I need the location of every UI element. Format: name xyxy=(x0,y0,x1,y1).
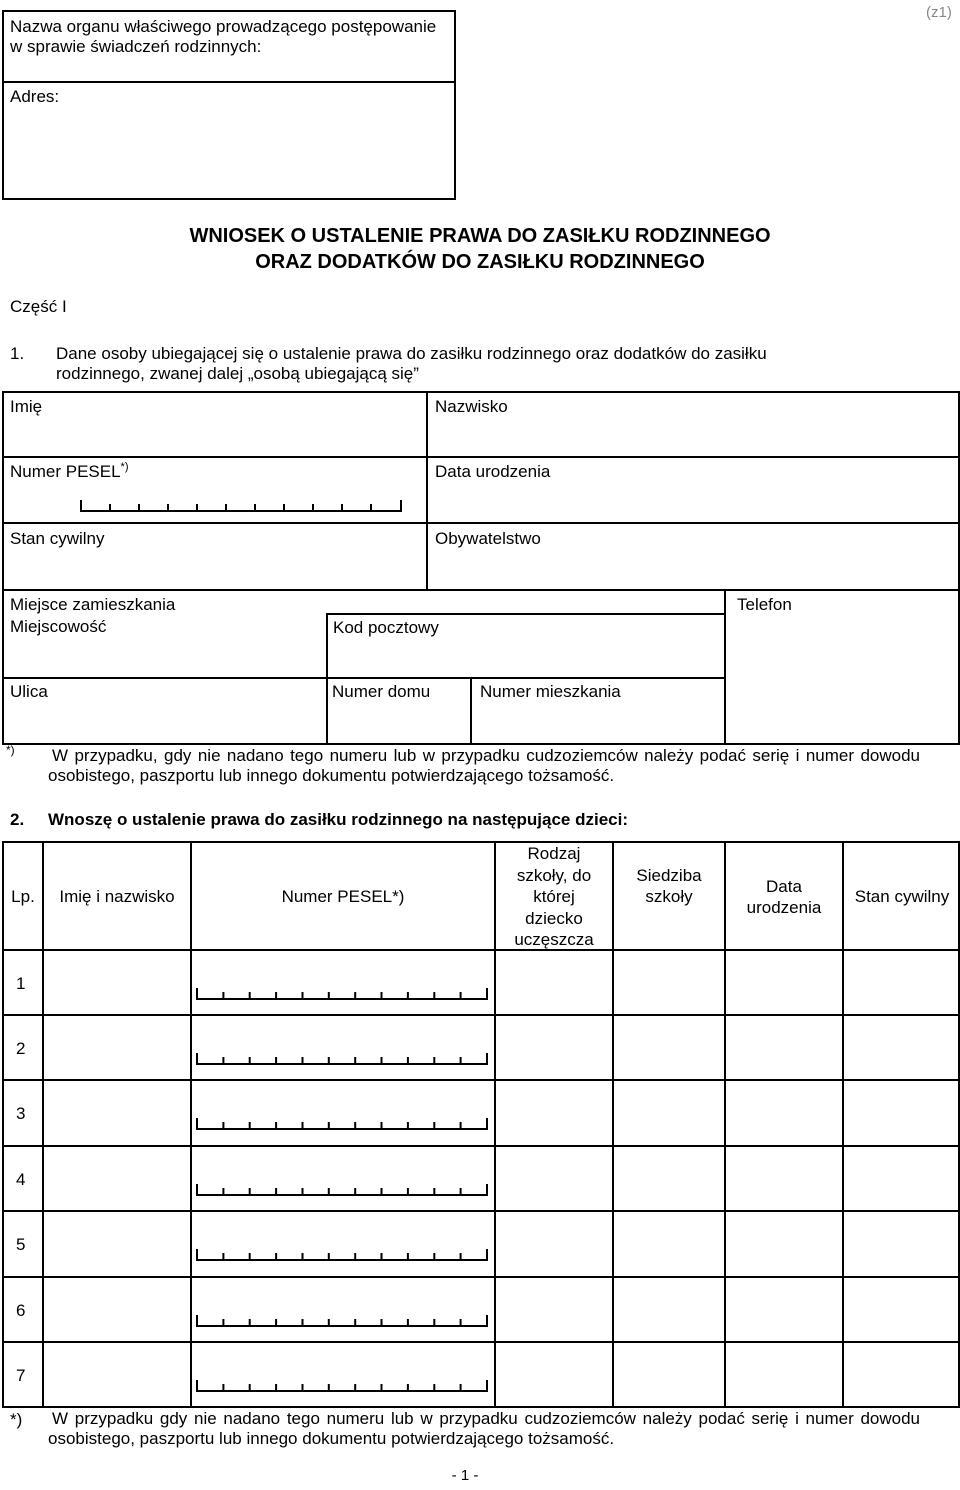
first-name-label: Imię xyxy=(10,397,43,416)
child-pesel-boxes xyxy=(196,1118,488,1130)
child-name-field[interactable] xyxy=(44,1343,190,1406)
section2-heading: Wnoszę o ustalenie prawa do zasiłku rodzinnego na następujące dzieci: xyxy=(48,810,629,829)
pesel-comb-icon xyxy=(80,500,402,512)
address-row-line xyxy=(2,677,726,679)
last-name-label: Nazwisko xyxy=(435,397,508,416)
applicant-pesel-boxes[interactable] xyxy=(80,500,402,512)
col-header-name: Imię i nazwisko xyxy=(59,887,175,906)
child-marital-status-field[interactable] xyxy=(844,951,958,1014)
pesel-comb-icon xyxy=(196,1053,488,1065)
child-school-type-field[interactable] xyxy=(496,1016,612,1079)
postal-code-field[interactable] xyxy=(330,641,722,675)
child-name-field[interactable] xyxy=(44,951,190,1014)
child-pesel-field[interactable] xyxy=(192,1147,494,1210)
organ-label-line1: Nazwa organu właściwego prowadzącego postępowanie xyxy=(10,17,437,36)
child-school-type-field[interactable] xyxy=(496,1081,612,1144)
citizenship-label: Obywatelstwo xyxy=(435,529,541,548)
col-header-birth-date: Data urodzenia xyxy=(746,877,822,917)
section1-heading-line2: rodzinnego, zwanej dalej „osobą ubiegającą się” xyxy=(56,364,419,383)
pesel-comb-icon xyxy=(196,1249,488,1261)
house-number-label: Numer domu xyxy=(332,682,431,701)
apartment-number-label: Numer mieszkania xyxy=(480,682,621,701)
child-school-seat-field[interactable] xyxy=(614,951,724,1014)
house-divider xyxy=(470,677,472,745)
part-label: Część I xyxy=(10,297,67,316)
child-name-field[interactable] xyxy=(44,1081,190,1144)
col-header-school-type: Rodzaj szkoły, do której dziecko uczęszcza xyxy=(514,844,594,949)
applicant-row2-line xyxy=(2,522,960,524)
applicant-row1-line xyxy=(2,456,960,458)
child-school-seat-field[interactable] xyxy=(614,1343,724,1406)
section2-footnote-text: W przypadku gdy nie nadano tego numeru lub w przypadku cudzoziemców należy podać serię i numer dowodu osobistego, paszportu lub innego dokumentu potwierdzającego tożsamość. xyxy=(48,1409,920,1448)
child-pesel-boxes xyxy=(196,1184,488,1196)
organ-divider xyxy=(2,81,456,83)
child-birth-date-field[interactable] xyxy=(726,1278,842,1341)
first-name-field[interactable] xyxy=(4,420,424,454)
pesel-comb-icon xyxy=(196,1184,488,1196)
child-school-type-field[interactable] xyxy=(496,1147,612,1210)
locality-line xyxy=(326,613,726,615)
pesel-label xyxy=(10,461,129,482)
row-number-7: 7 xyxy=(16,1366,26,1385)
birth-date-field[interactable] xyxy=(430,485,958,519)
child-pesel-field[interactable] xyxy=(192,1212,494,1275)
child-birth-date-field[interactable] xyxy=(726,1343,842,1406)
child-school-seat-field[interactable] xyxy=(614,1278,724,1341)
house-number-field[interactable] xyxy=(330,705,468,743)
col-header-marital-status: Stan cywilny xyxy=(854,887,950,906)
child-birth-date-field[interactable] xyxy=(726,1147,842,1210)
section1-number: 1. xyxy=(10,344,25,363)
col-header-lp: Lp. xyxy=(11,887,35,906)
row-number-2: 2 xyxy=(16,1039,26,1058)
pesel-comb-icon xyxy=(196,1380,488,1392)
street-field[interactable] xyxy=(4,705,324,743)
applicant-row3-line xyxy=(2,589,960,591)
child-pesel-boxes xyxy=(196,1380,488,1392)
row-number-3: 3 xyxy=(16,1104,26,1123)
form-title-line1: WNIOSEK O USTALENIE PRAWA DO ZASIŁKU RODZINNEGO xyxy=(189,225,771,247)
section2-number: 2. xyxy=(10,810,25,829)
postal-code-label: Kod pocztowy xyxy=(333,618,439,637)
street-label: Ulica xyxy=(10,682,48,701)
phone-field[interactable] xyxy=(728,618,958,743)
child-birth-date-field[interactable] xyxy=(726,1016,842,1079)
marital-status-label: Stan cywilny xyxy=(10,529,105,548)
child-school-seat-field[interactable] xyxy=(614,1016,724,1079)
pesel-footnote-mark: *) xyxy=(120,461,129,473)
child-birth-date-field[interactable] xyxy=(726,951,842,1014)
postal-divider xyxy=(326,613,328,745)
child-pesel-field[interactable] xyxy=(192,1081,494,1144)
child-name-field[interactable] xyxy=(44,1212,190,1275)
row-number-5: 5 xyxy=(16,1235,26,1254)
address-label: Adres: xyxy=(10,87,60,106)
child-marital-status-field[interactable] xyxy=(844,1343,958,1406)
section2-footnote-mark: *) xyxy=(10,1410,23,1429)
child-birth-date-field[interactable] xyxy=(726,1081,842,1144)
section1-footnote-text: W przypadku, gdy nie nadano tego numeru lub w przypadku cudzoziemców należy podać serię i numer dowodu osobistego, paszportu lub innego dokumentu potwierdzającego tożsamość. xyxy=(48,746,920,785)
child-marital-status-field[interactable] xyxy=(844,1016,958,1079)
child-birth-date-field[interactable] xyxy=(726,1212,842,1275)
child-pesel-boxes xyxy=(196,988,488,1000)
child-pesel-boxes xyxy=(196,1053,488,1065)
apartment-number-field[interactable] xyxy=(474,705,722,743)
locality-label: Miejscowość xyxy=(10,617,107,636)
child-name-field[interactable] xyxy=(44,1016,190,1079)
child-pesel-field[interactable] xyxy=(192,1016,494,1079)
child-school-seat-field[interactable] xyxy=(614,1212,724,1275)
child-marital-status-field[interactable] xyxy=(844,1212,958,1275)
page-number: - 1 - xyxy=(451,1467,479,1484)
pesel-comb-icon xyxy=(196,1315,488,1327)
child-school-type-field[interactable] xyxy=(496,1212,612,1275)
citizenship-field[interactable] xyxy=(430,552,958,586)
child-name-field[interactable] xyxy=(44,1278,190,1341)
locality-field[interactable] xyxy=(4,640,324,675)
form-code: (z1) xyxy=(926,4,952,21)
pesel-comb-icon xyxy=(196,1118,488,1130)
col-header-school-seat: Siedziba szkoły xyxy=(636,866,702,906)
birth-date-label: Data urodzenia xyxy=(435,462,551,481)
child-pesel-field[interactable] xyxy=(192,1343,494,1406)
child-pesel-boxes xyxy=(196,1315,488,1327)
form-title-line2: ORAZ DODATKÓW DO ZASIŁKU RODZINNEGO xyxy=(255,251,705,273)
child-pesel-field[interactable] xyxy=(192,1278,494,1341)
residence-label: Miejsce zamieszkania xyxy=(10,595,176,614)
child-name-field[interactable] xyxy=(44,1147,190,1210)
marital-status-field[interactable] xyxy=(4,552,424,586)
row-number-4: 4 xyxy=(16,1170,26,1189)
child-marital-status-field[interactable] xyxy=(844,1278,958,1341)
organ-label-line2: w sprawie świadczeń rodzinnych: xyxy=(10,37,262,56)
row-number-6: 6 xyxy=(16,1301,26,1320)
pesel-label-text: Numer PESEL xyxy=(10,462,121,481)
last-name-field[interactable] xyxy=(430,420,958,454)
pesel-comb-icon xyxy=(196,988,488,1000)
child-school-type-field[interactable] xyxy=(496,1278,612,1341)
row-number-1: 1 xyxy=(16,974,26,993)
section1-heading-line1: Dane osoby ubiegającej się o ustalenie prawa do zasiłku rodzinnego oraz dodatków do zasiłku xyxy=(56,344,767,363)
child-school-type-field[interactable] xyxy=(496,1343,612,1406)
child-school-seat-field[interactable] xyxy=(614,1081,724,1144)
col-header-pesel: Numer PESEL*) xyxy=(281,887,405,906)
child-school-seat-field[interactable] xyxy=(614,1147,724,1210)
child-marital-status-field[interactable] xyxy=(844,1081,958,1144)
section1-footnote-mark: *) xyxy=(6,743,15,757)
child-pesel-field[interactable] xyxy=(192,951,494,1014)
applicant-table-vdivider xyxy=(426,391,428,591)
phone-label: Telefon xyxy=(737,595,792,614)
child-school-type-field[interactable] xyxy=(496,951,612,1014)
child-marital-status-field[interactable] xyxy=(844,1147,958,1210)
child-pesel-boxes xyxy=(196,1249,488,1261)
